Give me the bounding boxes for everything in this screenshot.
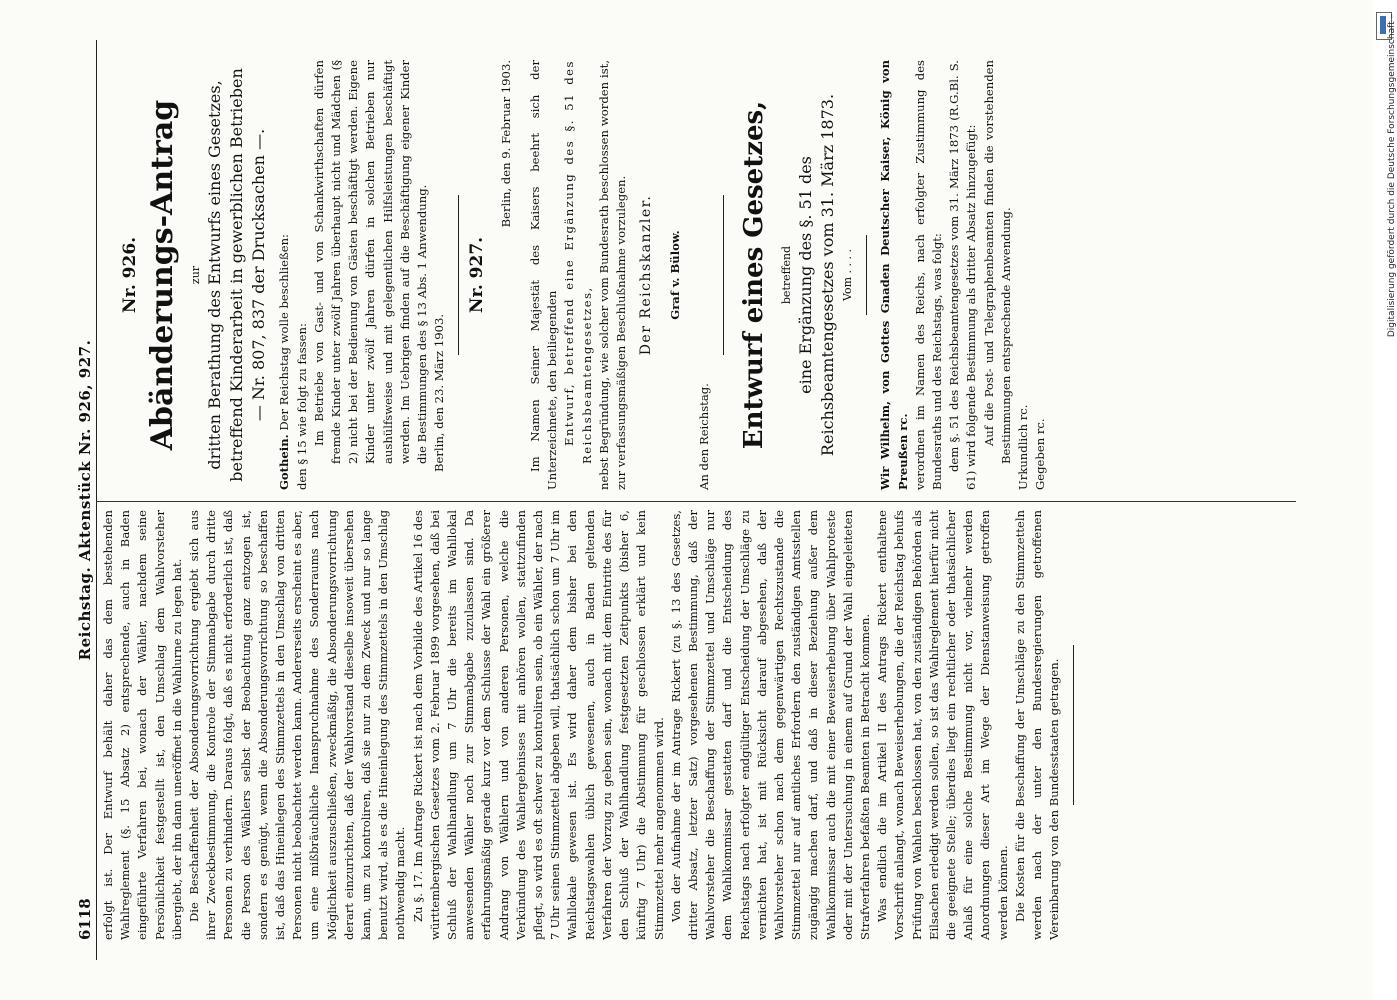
nr927-addressee: An den Reichstag.: [696, 383, 711, 490]
nr927-text3: nebst Begründung, wie solcher vom Bundesrath beschlossen worden ist, zur verfassungsmäßigen Beschlußnahme vorzulegen.: [596, 60, 629, 490]
nr926-motion: Der Reichstag wolle beschließen:: [277, 234, 292, 431]
left-column: [100, 510, 1084, 940]
entwurf-article: dem §. 51 des Reichsbeamtengesetzes vom 31. März 1873 (R.G.Bl. S. 61) wird folgende Bestimmung als dritter Absatz hinzugefügt:: [947, 60, 979, 490]
column-divider: [96, 501, 1296, 502]
nr926-text: Im Betriebe von Gast- und von Schankwirthschaften dürfen fremde Kinder unter zwölf Jahren überhaupt nicht und Mädchen (§ 2) nicht bei der Bedienung von Gästen beschäftigt werden. Eigene Kinder unter zwölf Jahren dürfen in solchen Betrieben nur aushülfsweise und mit gelegentlichen Hilfsleistungen beschäftigt werden. Im Uebrigen finden auf die Beschäftigung eigener Kinder die Bestimmungen des § 13 Abs. 1 Anwendung.: [311, 60, 430, 464]
nr926-zur: zur: [189, 265, 203, 285]
divider-927-entwurf: [723, 195, 724, 355]
rotated-page-content: [56, 40, 1336, 960]
entwurf-betreffend: betreffend: [780, 245, 794, 305]
nr926-mover: Gothein.: [277, 434, 292, 490]
entwurf-preamble: Wir Wilhelm, von Gottes Gnaden Deutscher Kaiser, König von Preußen rc.: [878, 60, 910, 490]
nr926-clause: den § 15 wie folgt zu fassen:: [294, 323, 309, 490]
left-paragraph-6: Die Kosten für die Beschaffung der Umschläge zu den Stimmzetteln werden nach der unter den Bundesregierungen getroffenen Vereinbarung von den Bundesstaaten getragen.: [1012, 510, 1062, 940]
entwurf-vom: Vom . . . .: [841, 249, 855, 301]
nr927-text2: Entwurf, betreffend eine Ergänzung des §. 51 des Reichsbeamtengesetzes,: [562, 60, 594, 464]
entwurf-title: Entwurf eines Gesetzes,: [739, 100, 770, 450]
divider-926-927: [458, 195, 459, 355]
nr926-number: Nr. 926.: [120, 236, 140, 314]
nr927-date: Berlin, den 9. Februar 1903.: [499, 60, 514, 228]
entwurf-verordnen: verordnen im Namen des Reichs, nach erfolgter Zustimmung des Bundesraths und des Reichstags, was folgt:: [912, 60, 945, 490]
nr926-date: Berlin, den 23. März 1903.: [432, 313, 447, 472]
entwurf-urkundlich: Urkundlich rc.: [1016, 404, 1031, 490]
left-paragraph-4: Von der Aufnahme der im Antrage Rickert (zu §. 13 des Gesetzes, dritter Absatz, letzter Satz) vorgesehenen Bestimmung, daß der Wahlvorsteher die Beschaffung der Stimmzettel und Umschläge nur dem Wahlkommissar gestatten darf und die Entscheidung des Reichstags nach erfolgter endgültiger Entscheidung der Umschläge zu vernichten hat, ist mit Rücksicht darauf abgesehen, daß der Wahlvorsteher schon nach dem gegenwärtigen Rechtszustande die Stimmzettel nur auf amtliches Erfordern den zuständigen Amtsstellen zugängig machen darf, und daß in dieser Beziehung außer dem Wahlkommissar auch die mit einer Beweiserhebung über Wahlproteste oder mit der Untersuchung in einem auf Grund der Wahl eingeleiteten Strafverfahren befaßten Beamten in Betracht kommen.: [668, 510, 872, 940]
entwurf-provision: Auf die Post- und Telegraphenbeamten finden die vorstehenden Bestimmungen entsprechende Anwendung.: [981, 60, 1013, 464]
nr926-subject: dritten Berathung des Entwurfs eines Gesetzes, betreffend Kinderarbeit in gewerblichen Betrieben: [205, 68, 247, 482]
entwurf-rule: [866, 235, 867, 315]
header-rule: [96, 40, 97, 960]
end-rule: [1073, 645, 1074, 805]
entwurf-gegeben: Gegeben rc.: [1033, 418, 1048, 490]
left-paragraph-1: erfolgt ist. Der Entwurf behält daher das dem bestehenden Wahlreglement (§. 15 Absatz 2) entsprechende, auch in Baden eingeführte Verfahren bei, wonach der Wähler, nachdem seine Persönlichkeit festgestellt ist, den Umschlag dem Wahlvorsteher übergiebt, der ihn dann uneröffnet in die Wahlurne zu legen hat.: [101, 510, 184, 940]
nr926-drucksachen: — Nr. 807, 837 der Drucksachen —.: [249, 128, 269, 422]
nr927-office: Der Reichskanzler.: [638, 194, 655, 356]
running-title: Reichstag. Aktenstück Nr. 926, 927.: [76, 339, 94, 661]
nr927-signer: Graf v. Bülow.: [668, 230, 683, 320]
right-column: [116, 60, 1049, 490]
nr926-title: Abänderungs-Antrag: [145, 99, 181, 451]
left-paragraph-5: Was endlich die im Artikel II des Antrags Rickert enthaltene Vorschrift anlangt, wonach Beweiserhebungen, die der Reichstag behufs Prüfung von Wahlen beschlossen hat, von den zuständigen Behörden als Eilsachen erledigt werden sollen, so ist das Wahlreglement hierfür nicht die geeignete Stelle; überdies liegt ein rechtlicher oder thatsächlicher Anlaß für eine solche Bestimmung nicht vor, vielmehr werden Anordnungen dieser Art im Wege der Dienstanweisung getroffen werden können.: [875, 510, 1010, 940]
left-paragraph-3: Zu §. 17. Im Antrage Rickert ist nach dem Vorbilde des Artikel 16 des württembergischen Gesetzes vom 2. Februar 1899 vorgesehen, daß bei Schluß der Wahlhandlung um 7 Uhr die bereits im Wahllokal anwesenden Wähler noch zur Stimmabgabe zuzulassen sind. Da erfahrungsmäßig gerade kurz vor dem Schlusse der Wahl ein größerer Andrang von Wählern und von anderen Personen, welche die Verkündung des Wahlergebnisses mit anhören wollen, stattzufinden pflegt, so wird es oft schwer zu kontroliren sein, ob ein Wähler, der nach 7 Uhr seinen Stimmzettel abgeben will, thatsächlich schon um 7 Uhr im Wahllokale gewesen ist. Es wird daher dem bisher bei den Reichstagswahlen üblich gewesenen, auch in Baden geltenden Verfahren der Vorzug zu geben sein, wonach mit dem Eintritte des für den Schluß der Wahlhandlung festgesetzten Zeitpunkts (bisher 6, künftig 7 Uhr) die Abstimmung für geschlossen erklärt und kein Stimmzettel mehr angenommen wird.: [410, 510, 666, 940]
left-paragraph-2: Die Beschaffenheit der Absonderungsvorrichtung ergiebt sich aus ihrer Zweckbestimmung, die Kontrole der Stimmabgabe durch dritte Personen zu verhindern. Daraus folgt, daß es nicht erforderlich ist, daß die Person des Wählers selbst der Beobachtung ganz entzogen ist, sondern es genügt, wenn die Absonderungsvorrichtung so beschaffen ist, daß das Hineinlegen des Stimmzettels in den Umschlag von dritten Personen nicht beobachtet werden kann. Andererseits erscheint es aber, um eine mißbräuchliche Inanspruchnahme des Sonderraums nach Möglichkeit auszuschließen, zweckmäßig, die Absonderungsvorrichtung derart einzurichten, daß der Wahlvorstand dieselbe insoweit übersehen kann, um zu kontroliren, daß sie nur zu dem Zweck und nur so lange benutzt wird, als es die Hineinlegung des Stimmzettels in den Umschlag nothwendig macht.: [187, 510, 408, 940]
dfg-credit: Digitalisierung gefördert durch die Deutsche Forschungsgemeinschaft –: [1387, 14, 1397, 338]
nr927-text1: Im Namen Seiner Majestät des Kaisers beehrt sich der Unterzeichnete, den beiliegenden: [528, 60, 560, 490]
page-number: 6118: [76, 898, 94, 940]
entwurf-subject: eine Ergänzung des §. 51 des Reichsbeamtengesetzes vom 31. März 1873.: [796, 93, 838, 457]
nr927-number: Nr. 927.: [467, 236, 488, 314]
